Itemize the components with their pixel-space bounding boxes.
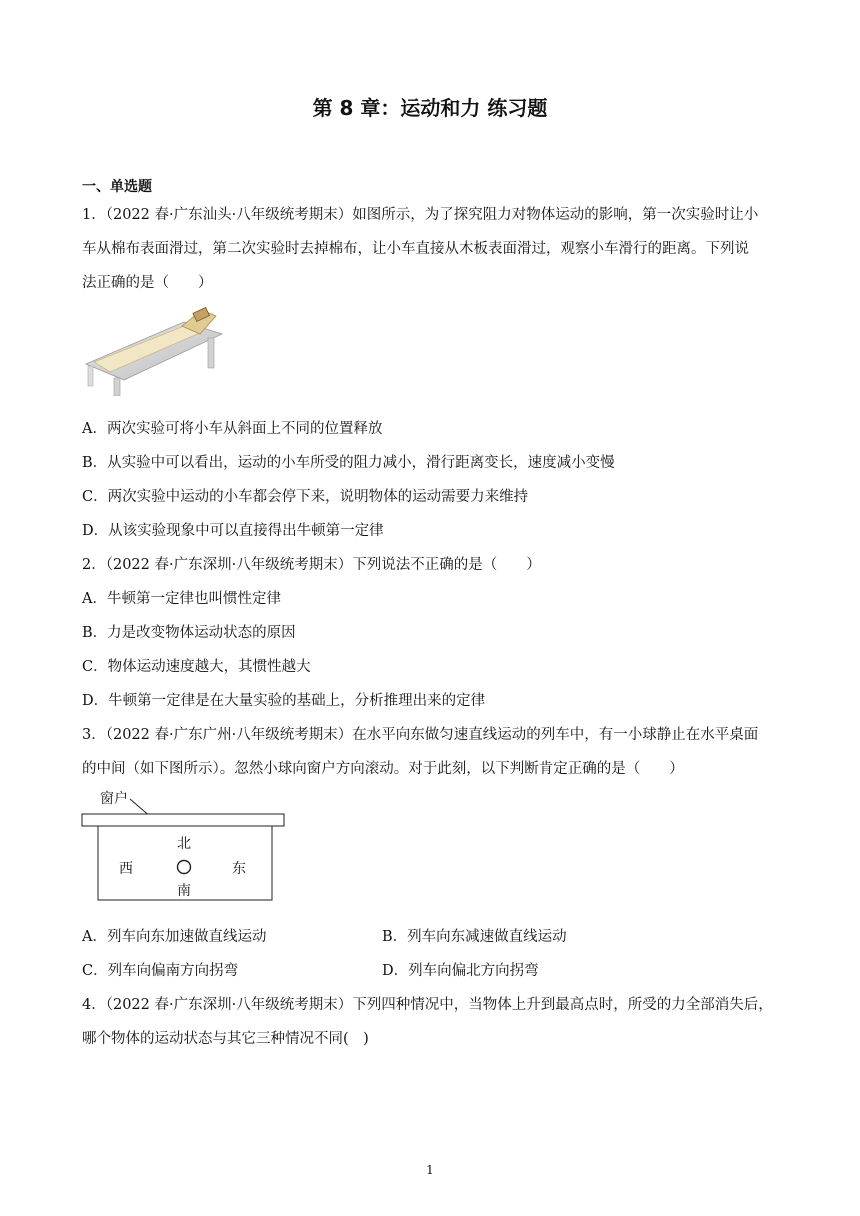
page-number: 1 xyxy=(426,1163,434,1177)
east-label: 东 xyxy=(232,861,246,877)
question-2-line-1: 2．（2022 春·广东深圳·八年级统考期末）下列说法不正确的是（ ） xyxy=(82,557,541,573)
question-1-option-c: C．两次实验中运动的小车都会停下来，说明物体的运动需要力来维持 xyxy=(82,489,529,505)
section-heading: 一、单选题 xyxy=(82,179,152,195)
question-1-line-3: 法正确的是（ ） xyxy=(82,275,213,291)
question-1-option-b: B．从实验中可以看出，运动的小车所受的阻力减小，滑行距离变长，速度减小变慢 xyxy=(82,455,615,471)
ramp-experiment-figure xyxy=(84,304,224,396)
question-2-option-a: A．牛顿第一定律也叫惯性定律 xyxy=(82,591,281,607)
question-1-line-1: 1．（2022 春·广东汕头·八年级统考期末）如图所示，为了探究阻力对物体运动的影响，第一次实验时让小 xyxy=(82,207,759,223)
question-1-line-2: 车从棉布表面滑过，第二次实验时去掉棉布，让小车直接从木板表面滑过，观察小车滑行的距离。下列说 xyxy=(82,241,749,257)
question-3-option-c: C．列车向偏南方向拐弯 xyxy=(82,963,239,979)
south-label: 南 xyxy=(177,883,191,899)
question-1-option-d: D．从该实验现象中可以直接得出牛顿第一定律 xyxy=(82,523,384,539)
question-3-option-d: D．列车向偏北方向拐弯 xyxy=(382,963,539,979)
question-4-line-1: 4．（2022 春·广东深圳·八年级统考期末）下列四种情况中，当物体上升到最高点时，所受的力全部消失后， xyxy=(82,997,773,1013)
question-2-option-d: D．牛顿第一定律是在大量实验的基础上，分析推理出来的定律 xyxy=(82,693,486,709)
question-1-option-a: A．两次实验可将小车从斜面上不同的位置释放 xyxy=(82,421,383,437)
window-label: 窗户 xyxy=(100,791,128,807)
north-label: 北 xyxy=(177,836,191,852)
question-2-option-c: C．物体运动速度越大，其惯性越大 xyxy=(82,659,311,675)
question-3-line-2: 的中间（如下图所示）。忽然小球向窗户方向滚动。对于此刻，以下判断肯定正确的是（ ） xyxy=(82,761,684,777)
question-4-line-2: 哪个物体的运动状态与其它三种情况不同( ) xyxy=(82,1031,369,1047)
question-2-option-b: B．力是改变物体运动状态的原因 xyxy=(82,625,296,641)
question-3-option-a: A．列车向东加速做直线运动 xyxy=(82,929,267,945)
page-title: 第 8 章：运动和力 练习题 xyxy=(312,96,548,120)
question-3-line-1: 3．（2022 春·广东广州·八年级统考期末）在水平向东做匀速直线运动的列车中，有一小球静止在水平桌面 xyxy=(82,727,759,743)
west-label: 西 xyxy=(119,861,133,877)
question-3-option-b: B．列车向东减速做直线运动 xyxy=(382,929,567,945)
